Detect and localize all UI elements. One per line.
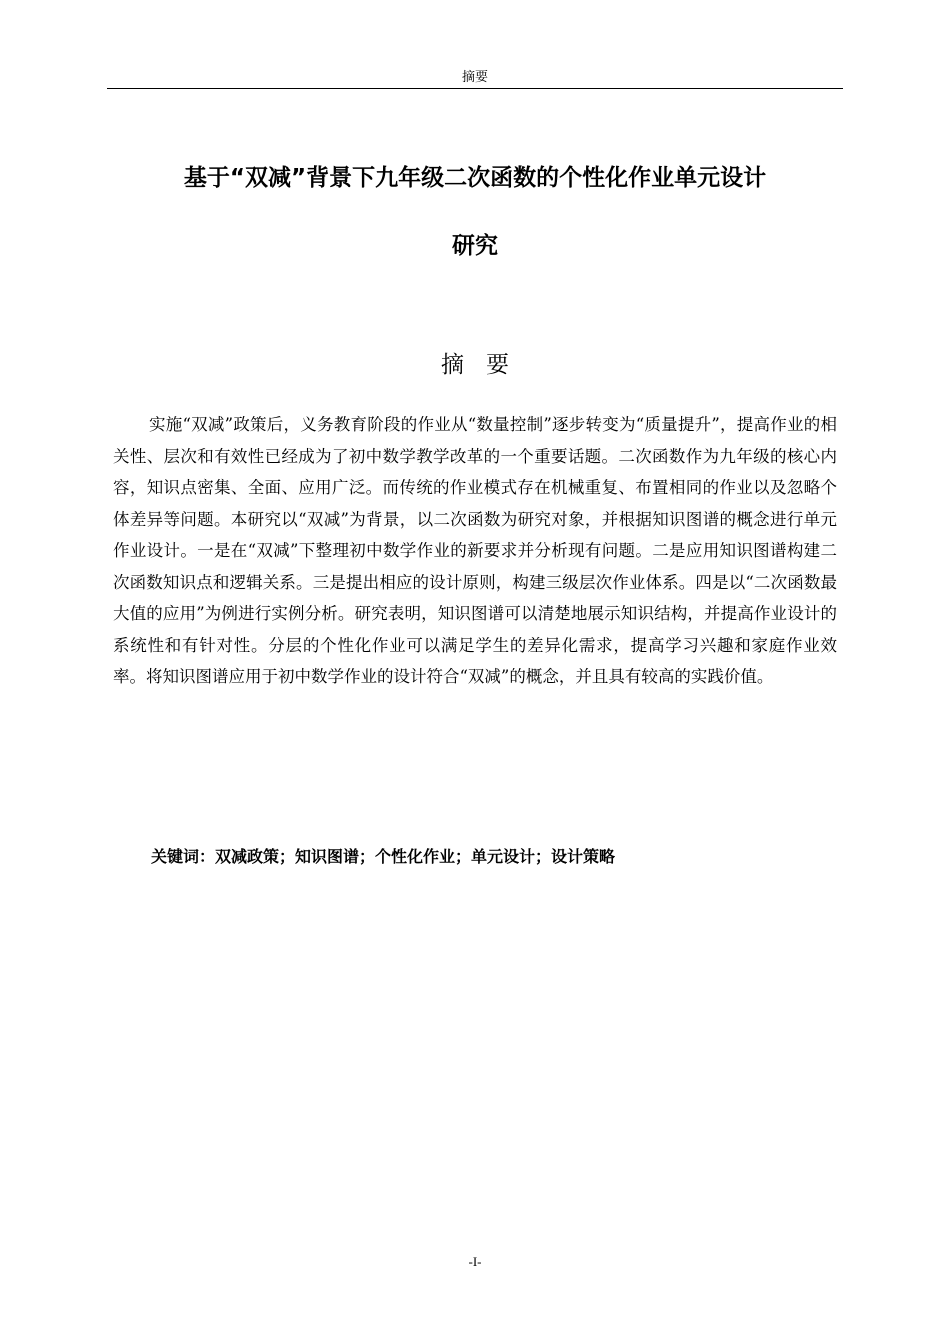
abstract-heading: 摘要 — [441, 352, 531, 378]
paper-title-line-2: 研究 — [452, 233, 498, 259]
abstract-body: 实施“双减”政策后，义务教育阶段的作业从“数量控制”逐步转变为“质量提升”，提高作业的相关性、层次和有效性已经成为了初中数学教学改革的一个重要话题。二次函数作为九年级的核心内容，知识点密集、全面、应用广泛。而传统的作业模式存在机械重复、布置相同的作业以及忽略个体差异等问题。本研究以“双减”为背景，以二次函数为研究对象，并根据知识图谱的概念进行单元作业设计。一是在“双减”下整理初中数学作业的新要求并分析现有问题。二是应用知识图谱构建二次函数知识点和逻辑关系。三是提出相应的设计原则，构建三级层次作业体系。四是以“二次函数最大值的应用”为例进行实例分析。研究表明，知识图谱可以清楚地展示知识结构，并提高作业设计的系统性和有针对性。分层的个性化作业可以满足学生的差异化需求，提高学习兴趣和家庭作业效率。将知识图谱应用于初中数学作业的设计符合“双减”的概念，并且具有较高的实践价值。 — [113, 415, 837, 686]
paper-title-line-1: 基于“双减”背景下九年级二次函数的个性化作业单元设计 — [183, 165, 767, 191]
page-number: -I- — [468, 1254, 482, 1269]
keywords-line: 关键词：双减政策；知识图谱；个性化作业；单元设计；设计策略 — [151, 847, 616, 866]
header-rule — [107, 88, 843, 89]
running-header: 摘要 — [461, 70, 488, 85]
